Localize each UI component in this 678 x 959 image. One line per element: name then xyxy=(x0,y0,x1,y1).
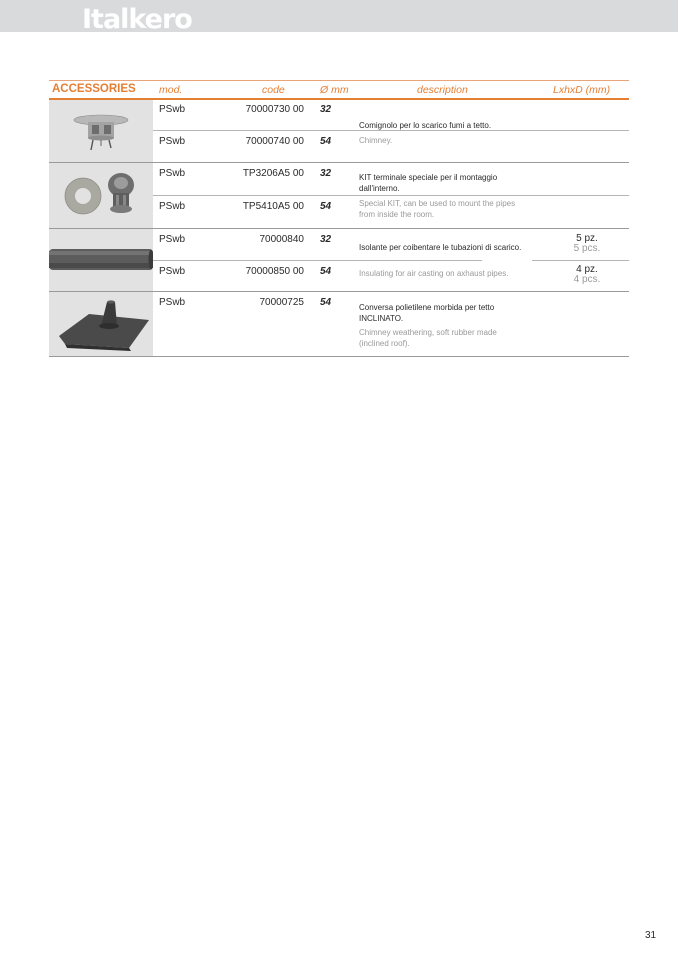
col-header-diameter: Ø mm xyxy=(320,84,349,96)
cell-code: 70000850 00 xyxy=(245,266,304,277)
accessories-table xyxy=(49,80,629,357)
cell-mod: PSwb xyxy=(159,266,186,277)
cell-dimensions xyxy=(545,265,629,285)
cell-mod: PSwb xyxy=(159,297,186,308)
product-group xyxy=(49,163,629,229)
cell-mod: PSwb xyxy=(159,234,186,245)
col-header-dimensions: LxhxD (mm) xyxy=(553,84,611,96)
col-header-description: description xyxy=(417,84,468,96)
row-divider xyxy=(532,260,629,261)
dimensions-en: 5 pcs. xyxy=(573,243,601,254)
cell-code: 70000840 xyxy=(259,234,304,245)
cell-dimensions xyxy=(545,234,629,254)
dimensions-en: 4 pcs. xyxy=(573,274,601,285)
row-divider xyxy=(153,260,482,261)
description-en: Chimney weathering, soft rubber made (inclined roof). xyxy=(359,328,497,348)
cell-code: 70000740 00 xyxy=(245,136,304,147)
dimensions-it: 5 pz. xyxy=(576,233,598,244)
table-header xyxy=(49,80,629,100)
cell-code: TP5410A5 00 xyxy=(242,201,304,212)
cell-diameter: 54 xyxy=(320,136,332,147)
page-number: 31 xyxy=(645,930,657,941)
description-it: Comignolo per lo scarico fumi a tetto. xyxy=(359,121,492,130)
dimensions-it: 4 pz. xyxy=(576,264,598,275)
roof-flashing-icon xyxy=(49,292,153,356)
description-en: Special KIT, can be used to mount the pipes from inside the room. xyxy=(359,199,516,219)
brand-logo: Italkero xyxy=(82,4,192,32)
insulation-sleeve-icon xyxy=(49,229,153,291)
cell-code: 70000725 xyxy=(259,297,304,308)
product-group xyxy=(49,100,629,163)
cell-diameter: 32 xyxy=(320,234,332,245)
col-header-mod: mod. xyxy=(159,84,183,96)
cell-diameter: 54 xyxy=(320,201,332,212)
description-en: Chimney. xyxy=(359,136,393,145)
cell-mod: PSwb xyxy=(159,201,186,212)
chimney-cap-icon xyxy=(49,100,153,162)
cell-diameter: 32 xyxy=(320,168,332,179)
cell-mod: PSwb xyxy=(159,168,186,179)
cell-mod: PSwb xyxy=(159,104,186,115)
table-title: ACCESSORIES xyxy=(52,83,136,95)
terminal-kit-icon xyxy=(49,163,153,228)
product-group xyxy=(49,292,629,357)
product-group xyxy=(49,229,629,292)
cell-diameter: 54 xyxy=(320,266,332,277)
description-it: Isolante per coibentare le tubazioni di scarico. xyxy=(359,243,522,252)
cell-diameter: 54 xyxy=(320,297,332,308)
header-bar xyxy=(0,0,678,32)
description-it: Conversa polietilene morbida per tetto INCLINATO. xyxy=(359,303,495,323)
row-divider xyxy=(153,195,629,196)
col-header-code: code xyxy=(262,84,285,96)
cell-diameter: 32 xyxy=(320,104,332,115)
description-it: KIT terminale speciale per il montaggio dall'interno. xyxy=(359,173,498,193)
cell-mod: PSwb xyxy=(159,136,186,147)
cell-code: TP3206A5 00 xyxy=(242,168,304,179)
description-en: Insulating for air casting on axhaust pipes. xyxy=(359,269,509,278)
cell-code: 70000730 00 xyxy=(245,104,304,115)
